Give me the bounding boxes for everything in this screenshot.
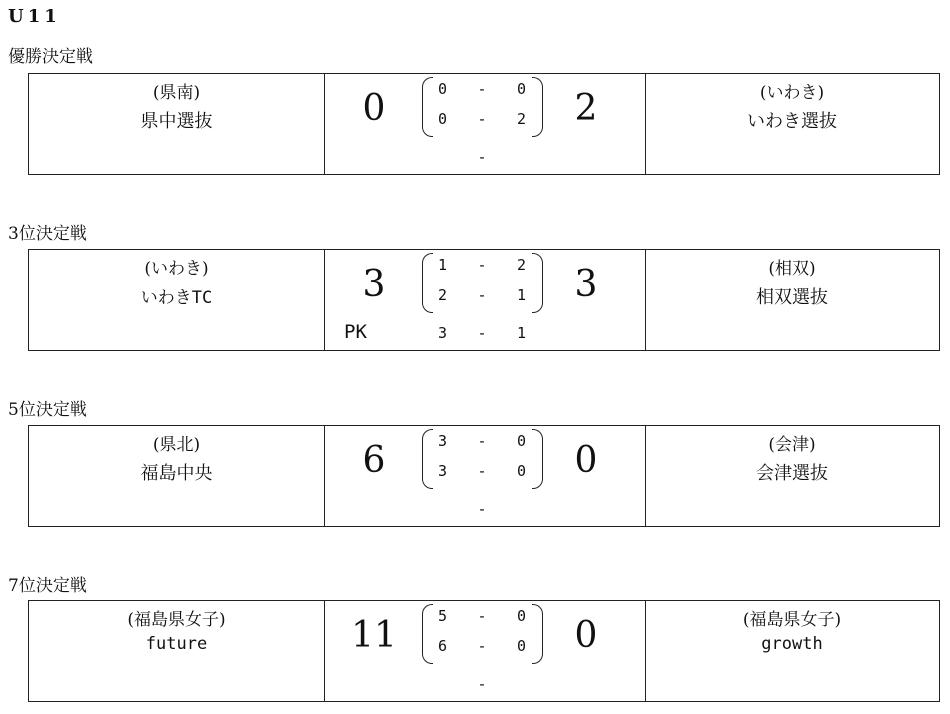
home-total-score: 11: [351, 615, 397, 656]
first-half-score: [432, 80, 532, 98]
second-half-home: 6: [438, 637, 448, 655]
first-half-away: 0: [516, 432, 526, 450]
score-cell: [324, 426, 646, 526]
away-team-region: (相双): [768, 259, 816, 279]
away-total-score: 0: [574, 615, 598, 656]
second-half-dash: -: [477, 637, 487, 655]
away-team-name: 相双選抜: [756, 287, 828, 308]
second-half-home: 0: [438, 110, 448, 128]
away-team-cell: [645, 426, 939, 526]
first-half-away: 0: [516, 80, 526, 98]
extra-time-score: -: [477, 500, 487, 518]
page-heading: U11: [8, 6, 61, 27]
away-total-score: 3: [574, 264, 598, 305]
second-half-away: 1: [516, 286, 526, 304]
second-half-away: 2: [516, 110, 526, 128]
home-total-score: 6: [362, 440, 386, 481]
second-half-home: 2: [438, 286, 448, 304]
home-team-cell: [29, 250, 325, 350]
second-half-score: [432, 637, 532, 655]
second-half-away: 0: [516, 462, 526, 480]
pk-home: 3: [438, 324, 448, 342]
first-half-home: 0: [438, 80, 448, 98]
home-team-region: (県北): [152, 435, 201, 455]
match-third-place: [28, 249, 940, 351]
first-half-away: 0: [516, 607, 526, 625]
home-team-region: (いわき): [144, 259, 209, 279]
pk-score: [432, 324, 532, 342]
home-total-score: 0: [362, 88, 386, 129]
match-fifth-place: [28, 425, 940, 527]
home-team-region: (福島県女子): [127, 610, 226, 630]
second-half-home: 3: [438, 462, 448, 480]
first-half-dash: -: [477, 256, 487, 274]
home-team-region: (県南): [152, 83, 201, 103]
score-cell: [324, 74, 646, 174]
right-bracket: [532, 253, 543, 313]
first-half-score: [432, 607, 532, 625]
score-cell: [324, 601, 646, 701]
away-team-region: (いわき): [759, 83, 825, 103]
away-team-name: いわき選抜: [747, 111, 837, 132]
section-title-seventh-place: 7位決定戦: [8, 576, 87, 596]
first-half-score: [432, 256, 532, 274]
first-half-dash: -: [477, 607, 487, 625]
home-team-cell: [29, 74, 325, 174]
first-half-home: 3: [438, 432, 448, 450]
section-title-third-place: 3位決定戦: [8, 224, 87, 244]
second-half-score: [432, 286, 532, 304]
second-half-score: [432, 110, 532, 128]
away-team-name: growth: [761, 634, 823, 654]
away-team-cell: [645, 250, 939, 350]
pk-label: PK: [344, 321, 367, 343]
home-team-cell: [29, 601, 325, 701]
away-team-cell: [645, 74, 939, 174]
right-bracket: [532, 429, 543, 489]
second-half-dash: -: [477, 110, 487, 128]
home-team-cell: [29, 426, 325, 526]
second-half-dash: -: [477, 286, 487, 304]
first-half-home: 5: [438, 607, 448, 625]
first-half-dash: -: [477, 80, 487, 98]
extra-time-score: -: [477, 675, 487, 693]
match-seventh-place: [28, 600, 940, 702]
away-team-region: (福島県女子): [742, 610, 842, 630]
away-total-score: 2: [574, 88, 598, 129]
right-bracket: [532, 604, 543, 664]
second-half-away: 0: [516, 637, 526, 655]
away-team-region: (会津): [768, 435, 816, 455]
pk-away: 1: [516, 324, 526, 342]
away-team-name: 会津選抜: [756, 463, 828, 484]
home-team-name: いわきTC: [140, 288, 213, 308]
first-half-home: 1: [438, 256, 448, 274]
score-cell: [324, 250, 646, 350]
home-team-name: 県中選抜: [140, 111, 213, 132]
first-half-away: 2: [516, 256, 526, 274]
first-half-dash: -: [477, 432, 487, 450]
first-half-score: [432, 432, 532, 450]
away-team-cell: [645, 601, 939, 701]
home-team-name: future: [145, 634, 208, 654]
home-total-score: 3: [362, 264, 386, 305]
second-half-score: [432, 462, 532, 480]
away-total-score: 0: [574, 440, 598, 481]
section-title-final: 優勝決定戦: [8, 47, 93, 67]
pk-dash: -: [477, 324, 487, 342]
match-final: [28, 73, 940, 175]
section-title-fifth-place: 5位決定戦: [8, 400, 87, 420]
home-team-name: 福島中央: [140, 463, 213, 484]
extra-time-score: -: [477, 148, 487, 166]
right-bracket: [532, 77, 543, 137]
second-half-dash: -: [477, 462, 487, 480]
